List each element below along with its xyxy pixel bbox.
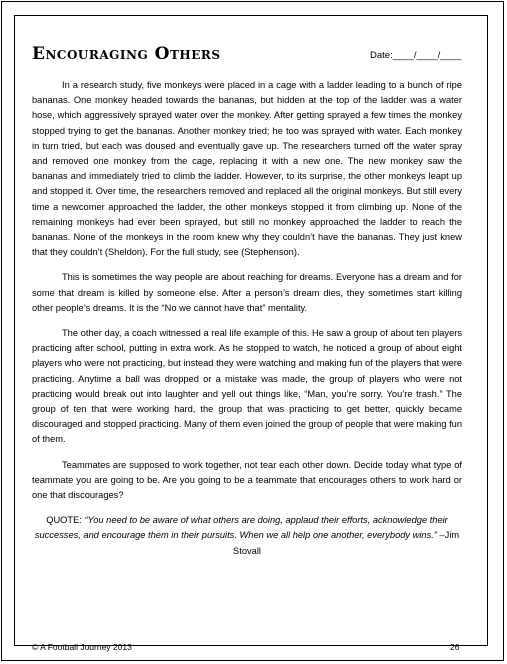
quote-block [32, 513, 462, 559]
paragraph-dreams: This is sometimes the way people are about reaching for dreams. Everyone has a dream and for some that dream is killed by someone else. After a person’s dream dies, they sometimes start killing other people’s dreams. It is the “No we cannot have that” mentality. [32, 272, 462, 313]
paragraph-monkey-study: In a research study, five monkeys were placed in a cage with a ladder leading to a bunch of ripe bananas. One monkey headed towards the bananas, but hidden at the top of the ladder was a water hose, which aggressively sprayed water over the monkey. After getting sprayed a few times the monkey stopped trying to get the bananas. Another monkey tried; he too was sprayed with water. Each monkey in turn tried, but each was doused and eventually gave up. The researchers turned off the water spray and removed one monkey from the cage, replacing it with a new one. The new monkey saw the bananas and immediately tried to climb the ladder. However, to its surprise, the other monkeys leapt up and stopped it. Over time, the researchers removed and replaced all the original monkeys. But still every time a newcomer approached the ladder, the other monkeys stopped it from climbing up. None of the remaining monkeys had ever been sprayed, but still no monkey approached the ladder to reach the bananas. None of the monkeys in the room knew why they couldn’t have the bananas. They just knew that they couldn’t (Sheldon). For the full study, see (Stephenson). [32, 80, 462, 258]
paragraph-coach-example: The other day, a coach witnessed a real life example of this. He saw a group of about ten players practicing after school, putting in extra work. As he stopped to watch, he noticed a group of about eight players who were not practicing, but instead they were watching and making fun of the players that were practicing. Anytime a ball was dropped or a mistake was made, the group of players who were not practicing would break out into laughter and yell out things like, “Man, you’re sorry. You’re trash.” The group of ten that were working hard, the group that was practicing to get better, quickly became discouraged and stopped practicing. Many of them even joined the group of people that were making fun of them. [32, 328, 462, 445]
footer-page-number: 26 [450, 642, 460, 652]
footer-copyright: © A Football Journey 2013 [32, 642, 132, 652]
date-field: Date:____/____/____ [370, 50, 462, 61]
quote-label: QUOTE: [46, 515, 85, 526]
quote-text: “You need to be aware of what others are doing, applaud their efforts, acknowledge their successes, and encourage them in their pursuits. When we all help one another, everybody wins.” [34, 515, 448, 541]
page-title: Encouraging Others [32, 44, 221, 64]
paragraph-teammates: Teammates are supposed to work together, not tear each other down. Decide today what type of teammate you are going to be. Are you going to be a teammate that encourages others to work hard or one that discourages? [32, 459, 462, 501]
body-text [32, 78, 462, 569]
quote-author: –Jim Stovall [233, 530, 460, 556]
